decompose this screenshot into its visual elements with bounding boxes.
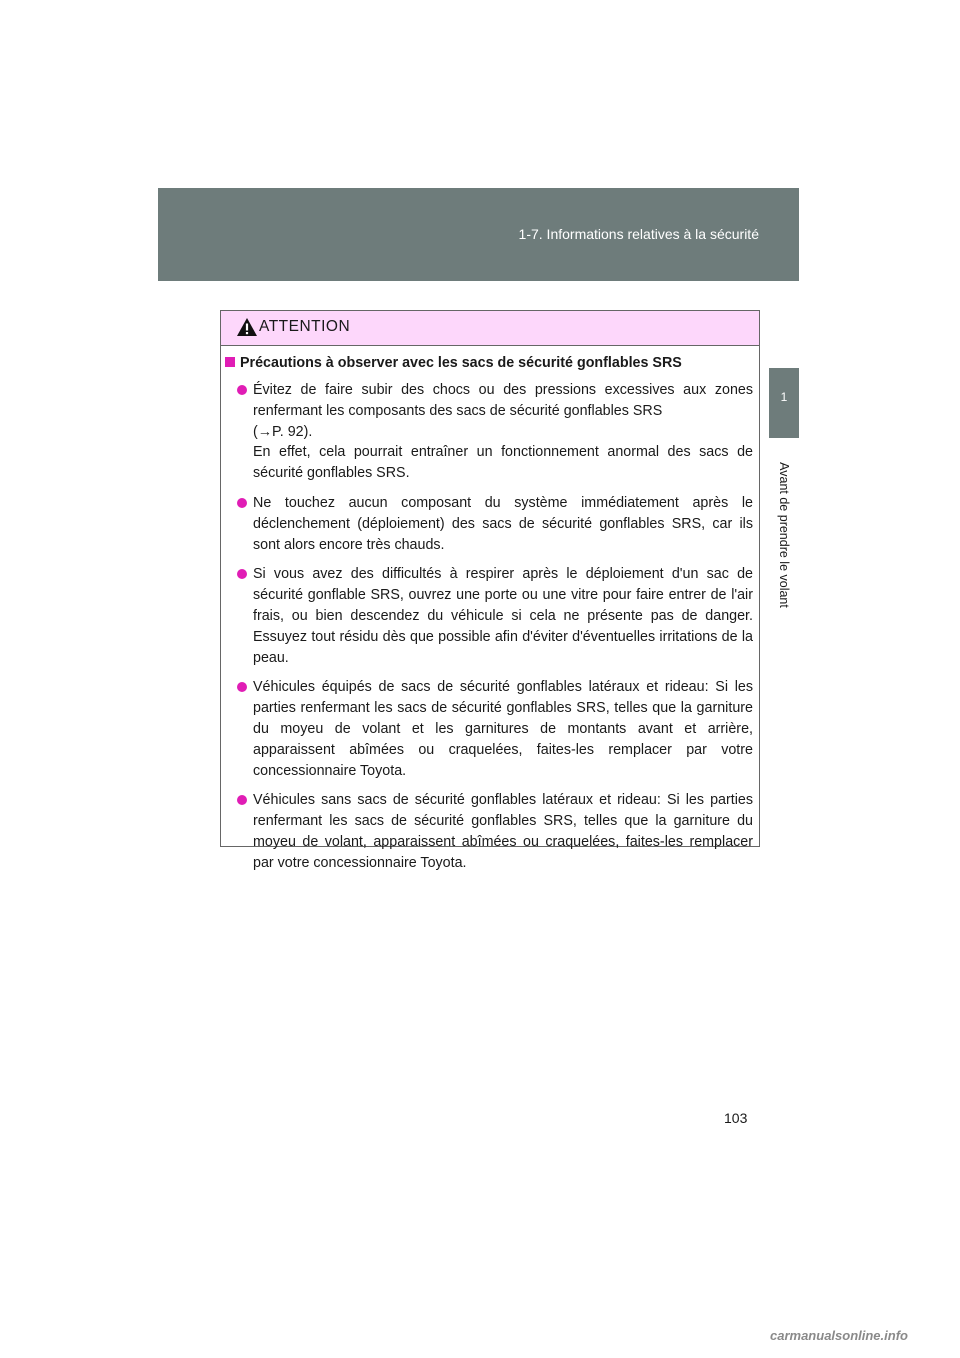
list-item: [221, 564, 759, 668]
bullet-dot-icon: [237, 682, 247, 692]
list-item-text: Si vous avez des difficultés à respirer après le déploiement d'un sac de sécurité gonflable SRS, ouvrez une porte ou une vitre pour faire entrer de l'air frais, ou bien descendez du véhicule si cela ne présente pas de danger. Essuyez tout résidu dès que possible afin d'éviter d'éventuelles irritations de la peau.: [253, 566, 753, 666]
page-reference: (→P. 92).: [253, 423, 313, 440]
list-item: [221, 677, 759, 781]
chapter-label: Avant de prendre le volant: [777, 462, 791, 608]
bullet-dot-icon: [237, 569, 247, 579]
bullet-dot-icon: [237, 385, 247, 395]
list-item-text: Véhicules sans sacs de sécurité gonflables latéraux et rideau: Si les parties renfermant les sacs de sécurité gonflables SRS, telles que la garniture du moyeu de volant, apparaissent abîmées ou craquelées, faites-les remplacer par votre concessionnaire Toyota.: [253, 792, 753, 871]
warning-box: [220, 310, 760, 871]
bullet-dot-icon: [237, 795, 247, 805]
warning-heading-text: Précautions à observer avec les sacs de sécurité gonflables SRS: [240, 355, 682, 371]
warning-triangle-icon: [236, 317, 258, 342]
list-item-text: Ne touchez aucun composant du système immédiatement après le déclenchement (déploiement) des sacs de sécurité gonflables SRS, car ils sont alors encore très chauds.: [253, 494, 753, 553]
section-title: 1-7. Informations relatives à la sécurité: [518, 226, 759, 242]
bullet-dot-icon: [237, 498, 247, 508]
list-item: [221, 790, 759, 873]
warning-list: [221, 380, 759, 883]
list-item-text: Évitez de faire subir des chocs ou des pressions excessives aux zones renfermant les composants des sacs de sécurité gonflables SRS: [253, 382, 753, 419]
page-number: 103: [724, 1110, 748, 1126]
list-item: [221, 493, 759, 555]
warning-title: ATTENTION: [259, 318, 351, 335]
list-item: [221, 380, 759, 484]
list-item-text: En effet, cela pourrait entraîner un fonctionnement anormal des sacs de sécurité gonflables SRS.: [253, 444, 753, 482]
watermark: carmanualsonline.info: [770, 1328, 908, 1343]
section-header-bar: [158, 188, 799, 281]
chapter-tab: [769, 368, 799, 438]
square-bullet-icon: [225, 357, 235, 367]
list-item-text: Véhicules équipés de sacs de sécurité gonflables latéraux et rideau: Si les parties renfermant les sacs de sécurité gonflables SRS, telles que la garniture du moyeu de volant et les garnitures de montants avant et arrière, apparaissent abîmées ou craquelées, faites-les remplacer par votre concessionnaire Toyota.: [253, 679, 753, 779]
chapter-number: 1: [780, 390, 788, 404]
warning-header: [221, 311, 759, 346]
warning-heading: [225, 353, 755, 373]
